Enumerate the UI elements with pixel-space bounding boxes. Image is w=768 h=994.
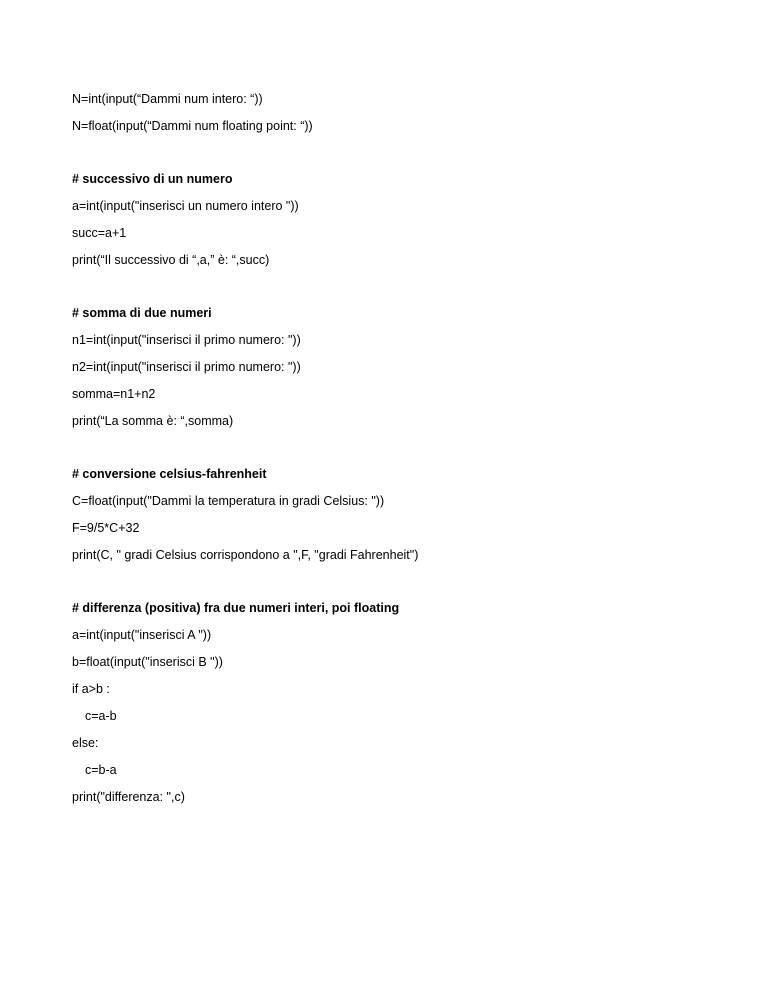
code-line: else: (72, 736, 99, 750)
section-heading-successivo: # successivo di un numero (72, 172, 233, 186)
code-line: somma=n1+n2 (72, 387, 156, 401)
code-line: b=float(input("inserisci B ")) (72, 655, 223, 669)
code-line: N=float(input(“Dammi num floating point: “)) (72, 119, 313, 133)
code-line-indented: c=a-b (85, 709, 117, 723)
section-heading-differenza: # differenza (positiva) fra due numeri interi, poi floating (72, 601, 400, 615)
document-content (72, 90, 712, 815)
code-line: C=float(input("Dammi la temperatura in gradi Celsius: ")) (72, 494, 385, 508)
code-line: if a>b : (72, 682, 110, 696)
code-line: print(“La somma è: “,somma) (72, 414, 234, 428)
section-heading-somma: # somma di due numeri (72, 306, 212, 320)
code-line: print("differenza: ",c) (72, 790, 185, 804)
spacer (72, 573, 712, 599)
code-line-indented: c=b-a (85, 763, 117, 777)
code-line: F=9/5*C+32 (72, 521, 140, 535)
spacer (72, 278, 712, 304)
code-line: a=int(input("inserisci un numero intero ")) (72, 199, 299, 213)
code-line: n2=int(input("inserisci il primo numero: ")) (72, 360, 301, 374)
code-line: n1=int(input("inserisci il primo numero: ")) (72, 333, 301, 347)
spacer (72, 439, 712, 465)
spacer (72, 144, 712, 170)
code-line: succ=a+1 (72, 226, 127, 240)
code-line: a=int(input("inserisci A ")) (72, 628, 212, 642)
section-heading-conversione: # conversione celsius-fahrenheit (72, 467, 267, 481)
code-line: print(C, " gradi Celsius corrispondono a ",F, "gradi Fahrenheit") (72, 548, 419, 562)
code-line: N=int(input(“Dammi num intero: “)) (72, 92, 263, 106)
code-line: print(“Il successivo di “,a,” è: “,succ) (72, 253, 270, 267)
